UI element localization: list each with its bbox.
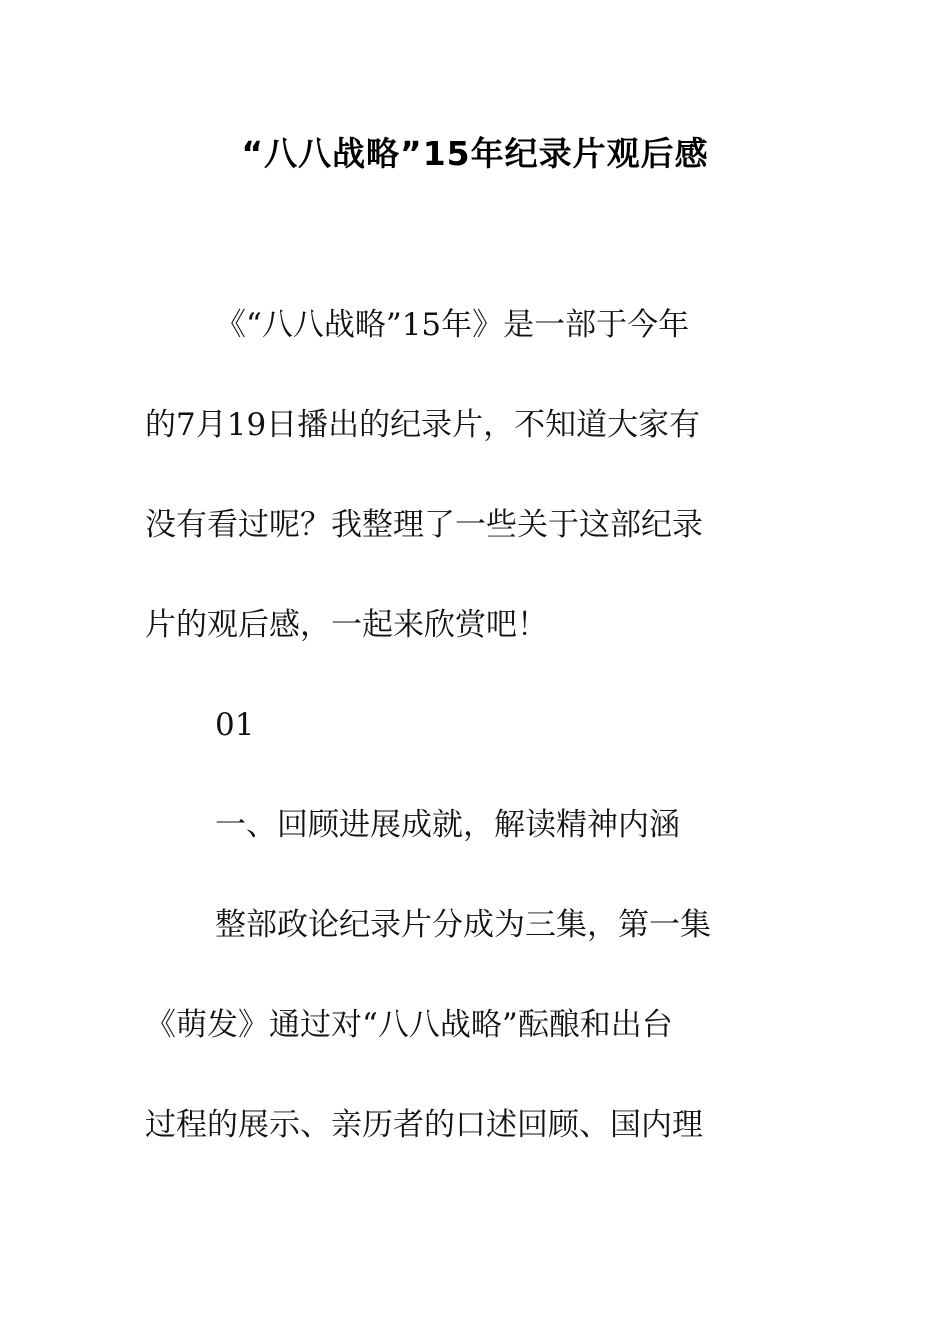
paragraph-line: 《萌发》通过对“八八战略”酝酿和出台 [145, 1007, 673, 1043]
section-number: 01 [215, 707, 255, 743]
paragraph-line: 过程的展示、亲历者的口述回顾、国内理 [145, 1107, 703, 1143]
paragraph-line: 的7月19日播出的纪录片，不知道大家有 [145, 407, 701, 443]
paragraph-line: 没有看过呢？我整理了一些关于这部纪录 [145, 507, 703, 543]
document-title: “八八战略”15年纪录片观后感 [241, 134, 709, 173]
paragraph-line: 《“八八战略”15年》是一部于今年 [215, 307, 690, 343]
paragraph-line: 片的观后感，一起来欣赏吧！ [145, 607, 548, 643]
paragraph-line: 整部政论纪录片分成为三集，第一集 [215, 907, 711, 943]
section-heading: 一、回顾进展成就，解读精神内涵 [215, 807, 680, 843]
